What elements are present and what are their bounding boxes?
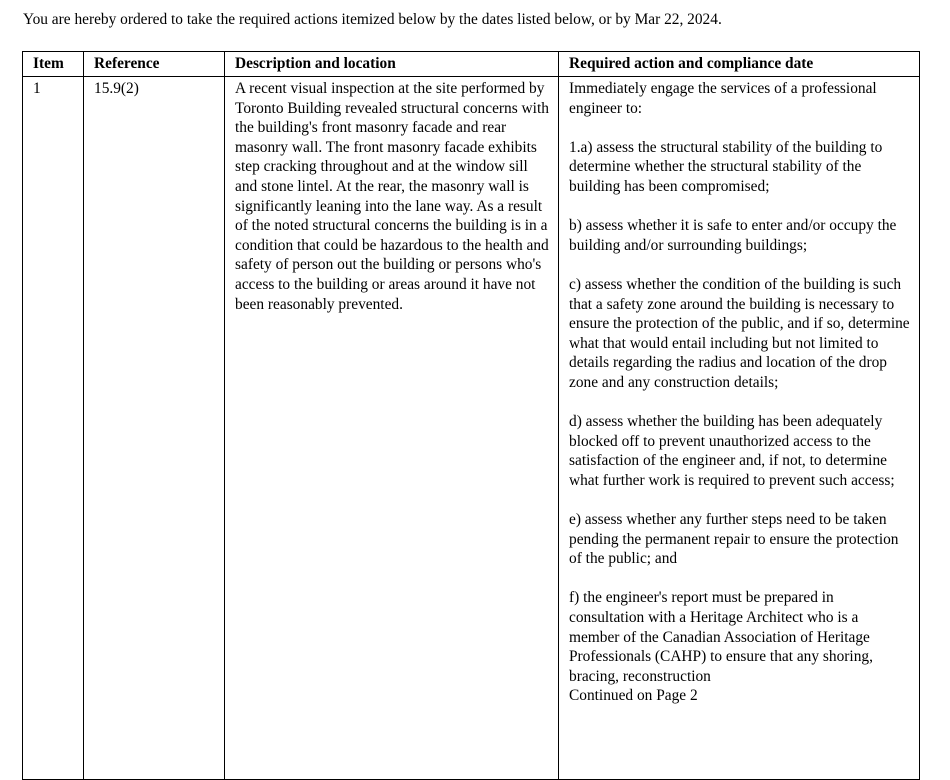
header-item: Item — [23, 52, 84, 77]
required-action-cell — [559, 77, 920, 780]
table-header-row — [23, 52, 920, 77]
description-cell: A recent visual inspection at the site performed by Toronto Building revealed structural concerns with the building's front masonry facade and rear masonry wall. The front masonry facade exhibits step cracking throughout and at the window sill and stone lintel. At the rear, the masonry wall is significantly leaning into the lane way. As a result of the noted structural concerns the building is in a condition that could be hazardous to the health and safety of person out the building or persons who's access to the building or areas around it have not been reasonably prevented. — [225, 77, 559, 780]
header-required-action: Required action and compliance date — [559, 52, 920, 77]
required-actions-table — [22, 51, 920, 780]
action-step-c: c) assess whether the condition of the building is such that a safety zone around the building is necessary to ensure the protection of the public, and if so, determine what that would entail including but not limited to details regarding the radius and location of the drop zone and any construction details; — [569, 275, 910, 391]
required-action-intro: Immediately engage the services of a professional engineer to: — [569, 80, 877, 117]
action-step-f: f) the engineer's report must be prepared in consultation with a Heritage Architect who is a member of the Canadian Association of Heritage Professionals (CAHP) to ensure that any shoring, bracing, reconstruction — [569, 589, 873, 685]
action-step-d: d) assess whether the building has been adequately blocked off to prevent unauthorized access to the satisfaction of the engineer and, if not, to determine what further work is required to prevent such access; — [569, 413, 895, 489]
order-intro-text: You are hereby ordered to take the required actions itemized below by the dates listed below, or by Mar 22, 2024. — [23, 11, 722, 28]
header-description: Description and location — [225, 52, 559, 77]
reference-cell: 15.9(2) — [84, 77, 225, 780]
header-reference: Reference — [84, 52, 225, 77]
continued-note: Continued on Page 2 — [569, 687, 698, 705]
action-step-a: 1.a) assess the structural stability of the building to determine whether the structural stability of the building has been compromised; — [569, 138, 883, 195]
action-step-e: e) assess whether any further steps need to be taken pending the permanent repair to ensure the protection of the public; and — [569, 511, 899, 568]
item-number-cell: 1 — [23, 77, 84, 780]
action-step-b: b) assess whether it is safe to enter and/or occupy the building and/or surrounding buildings; — [569, 217, 897, 254]
table-row — [23, 77, 920, 780]
